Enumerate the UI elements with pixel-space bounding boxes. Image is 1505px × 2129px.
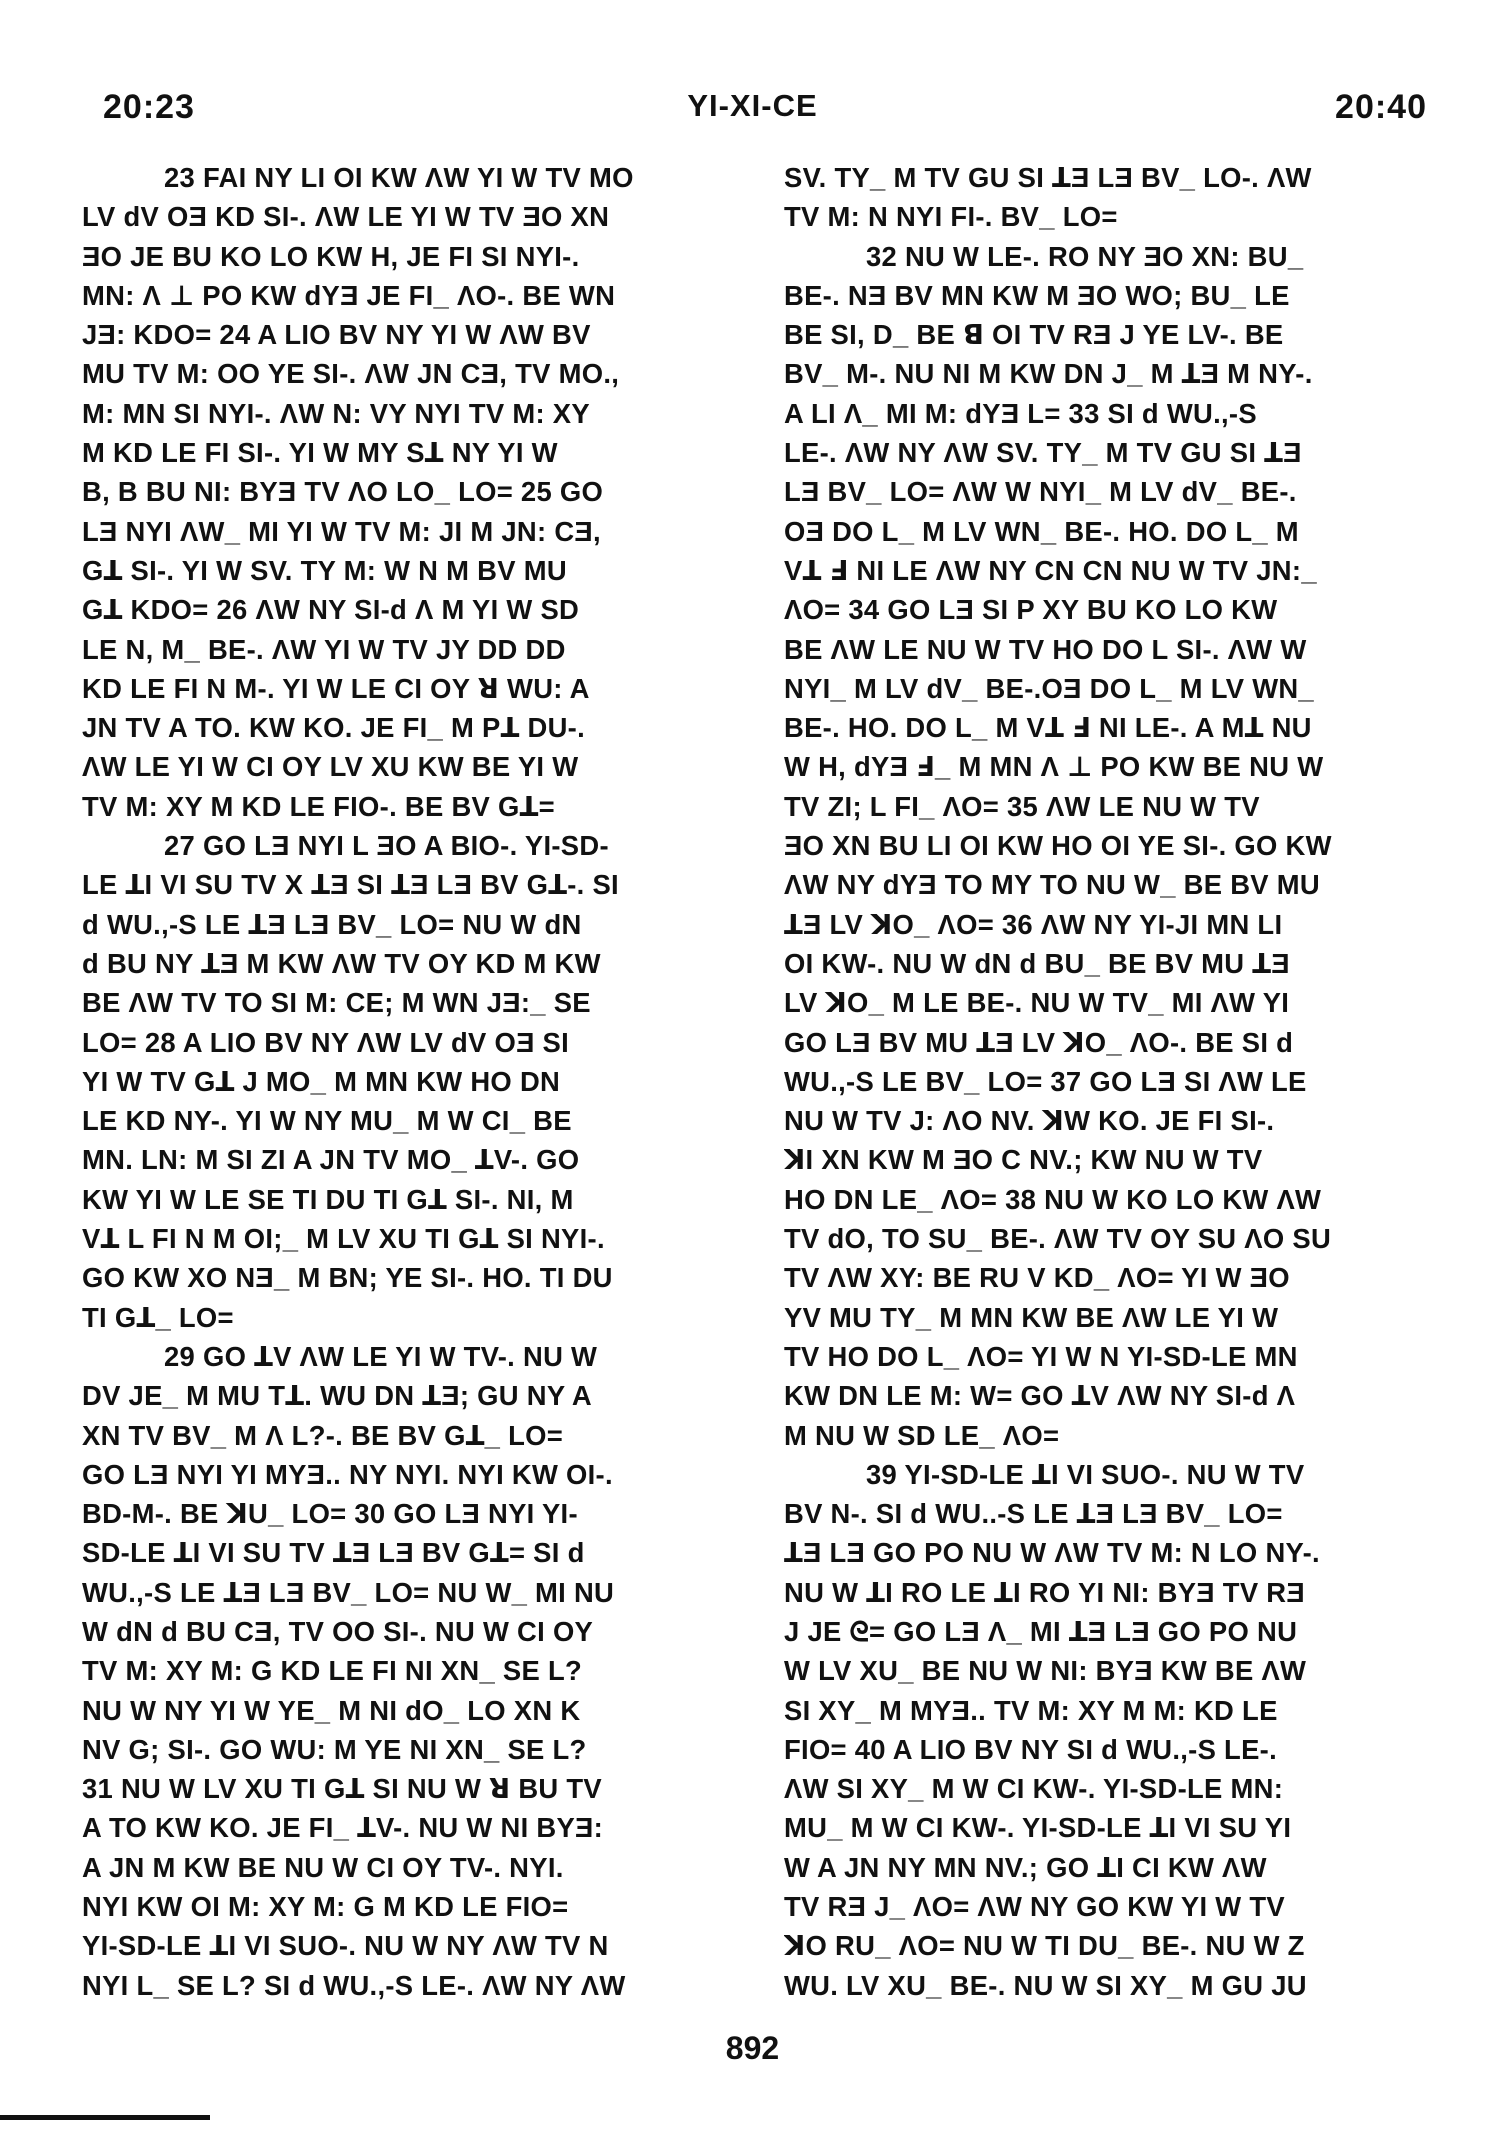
text-line: BE SI, D_ BE ꓭ OI TV RƎ J YE LV-. BE (784, 319, 1284, 351)
text-line: LE KD NY-. YI W NY MU_ M W CI_ BE (82, 1105, 572, 1137)
running-header (0, 88, 1505, 132)
text-line: FIO= 40 A LIO BV NY SI d WU.,-S LE-. (784, 1733, 1277, 1765)
text-line: BE ΛW TV TO SI M: CE; M WN JƎ:_ SE (82, 987, 591, 1019)
text-line: NV G; SI-. GO WU: M YE NI XN_ SE L? (82, 1733, 587, 1765)
text-line: TV HO DO L_ ΛO= YI W N YI-SD-LE MN (784, 1340, 1298, 1372)
text-line: MN. LN: M SI ZI A JN TV MO_ ꓕV-. GO (82, 1144, 580, 1176)
text-line: 31 NU W LV XU TI Gꓕ SI NU W ꓤ BU TV (82, 1773, 602, 1805)
text-line: BV_ M-. NU NI M KW DN J_ M ꓕƎ M NY-. (784, 358, 1313, 390)
text-line: 29 GO ꓕV ΛW LE YI W TV-. NU W (164, 1340, 598, 1372)
text-line: M: MN SI NYI-. ΛW N: VY NYI TV M: XY (82, 397, 590, 429)
text-line: W H, dYƎ Ⅎ_ M MN Λ ⊥ PO KW BE NU W (784, 751, 1324, 783)
text-line: GO KW XO NƎ_ M BN; YE SI-. HO. TI DU (82, 1262, 613, 1294)
text-line: WU. LV XU_ BE-. NU W SI XY_ M GU JU (784, 1969, 1307, 2001)
text-line: NYI KW OI M: XY M: G M KD LE FIO= (82, 1891, 569, 1923)
text-line: KW YI W LE SE TI DU TI Gꓕ SI-. NI, M (82, 1183, 574, 1215)
text-line: SI XY_ M MYƎ.. TV M: XY M M: KD LE (784, 1694, 1278, 1726)
text-line: YI W TV Gꓕ J MO_ M MN KW HO DN (82, 1065, 561, 1097)
text-line: SV. TY_ M TV GU SI ꓕƎ LƎ BV_ LO-. ΛW (784, 162, 1312, 193)
text-line: ΛW NY dYƎ TO MY TO NU W_ BE BV MU (784, 869, 1320, 901)
text-line: MU_ M W CI KW-. YI-SD-LE ꓕI VI SU YI (784, 1812, 1292, 1844)
text-line: Vꓕ L FI N M OI;_ M LV XU TI Gꓕ SI NYI-. (82, 1223, 605, 1255)
right-text-column (784, 158, 1444, 2005)
text-line: d WU.,-S LE ꓕƎ LƎ BV_ LO= NU W dN (82, 908, 582, 940)
text-line: LO= 28 A LIO BV NY ΛW LV dV OƎ SI (82, 1026, 570, 1058)
text-line: A TO KW KO. JE FI_ ꓕV-. NU W NI BYƎ: (82, 1812, 604, 1844)
text-line: YV MU TY_ M MN KW BE ΛW LE YI W (784, 1301, 1279, 1333)
text-line: TI Gꓕ_ LO= (82, 1301, 234, 1333)
text-line: ꓘI XN KW M ƎO C NV.; KW NU W TV (784, 1144, 1263, 1176)
text-line: MU TV M: OO YE SI-. ΛW JN CƎ, TV MO., (82, 358, 620, 390)
text-line: 23 FAI NY LI OI KW ΛW YI W TV MO (164, 162, 634, 193)
text-line: JN TV A TO. KW KO. JE FI_ M Pꓕ DU-. (82, 712, 585, 744)
text-line: Gꓕ KDO= 26 ΛW NY SI-d Λ M YI W SD (82, 594, 580, 626)
text-line: YI-SD-LE ꓕI VI SUO-. NU W NY ΛW TV N (82, 1930, 609, 1962)
text-line: J JE ᘓ= GO LƎ Λ_ MI ꓕƎ LƎ GO PO NU (784, 1615, 1298, 1647)
text-line: WU.,-S LE BV_ LO= 37 GO LƎ SI ΛW LE (784, 1065, 1307, 1097)
text-line: 39 YI-SD-LE ꓕI VI SUO-. NU W TV (866, 1458, 1305, 1490)
text-line: TV dO, TO SU_ BE-. ΛW TV OY SU ΛO SU (784, 1223, 1332, 1255)
text-line: ꓕƎ LV ꓘO_ ΛO= 36 ΛW NY YI-JI MN LI (784, 908, 1283, 940)
text-line: LƎ NYI ΛW_ MI YI W TV M: JI M JN: CƎ, (82, 515, 601, 547)
text-line: OI KW-. NU W dN d BU_ BE BV MU ꓕƎ (784, 947, 1290, 979)
text-line: KW DN LE M: W= GO ꓕV ΛW NY SI-d Λ (784, 1380, 1296, 1412)
text-line: OƎ DO L_ M LV WN_ BE-. HO. DO L_ M (784, 515, 1299, 547)
text-line: LE ꓕI VI SU TV X ꓕƎ SI ꓕƎ LƎ BV Gꓕ-. SI (82, 869, 619, 901)
text-line: TV ΛW XY: BE RU V KD_ ΛO= YI W ƎO (784, 1262, 1290, 1294)
text-line: HO DN LE_ ΛO= 38 NU W KO LO KW ΛW (784, 1183, 1322, 1215)
left-text-column (82, 158, 742, 2005)
text-line: TV RƎ J_ ΛO= ΛW NY GO KW YI W TV (784, 1891, 1285, 1923)
header-left-reference: 20:23 (103, 88, 195, 126)
text-line: GO LƎ NYI YI MYƎ.. NY NYI. NYI KW OI-. (82, 1458, 613, 1490)
text-line: ƎO XN BU LI OI KW HO OI YE SI-. GO KW (784, 830, 1332, 862)
text-line: WU.,-S LE ꓕƎ LƎ BV_ LO= NU W_ MI NU (82, 1576, 615, 1608)
text-line: ΛO= 34 GO LƎ SI P XY BU KO LO KW (784, 594, 1278, 626)
text-line: W dN d BU CƎ, TV OO SI-. NU W CI OY (82, 1615, 594, 1647)
text-line: ΛW SI XY_ M W CI KW-. YI-SD-LE MN: (784, 1773, 1284, 1805)
text-line: JƎ: KDO= 24 A LIO BV NY YI W ΛW BV (82, 319, 591, 351)
text-line: BD-M-. BE ꓘU_ LO= 30 GO LƎ NYI YI- (82, 1498, 578, 1530)
text-line: 27 GO LƎ NYI L ƎO A BIO-. YI-SD- (164, 830, 609, 862)
text-line: M KD LE FI SI-. YI W MY Sꓕ NY YI W (82, 437, 558, 469)
text-line: TV ZI; L FI_ ΛO= 35 ΛW LE NU W TV (784, 790, 1260, 822)
text-line: BE ΛW LE NU W TV HO DO L SI-. ΛW W (784, 633, 1307, 665)
text-line: LE N, M_ BE-. ΛW YI W TV JY DD DD (82, 633, 566, 665)
text-line: MN: Λ ⊥ PO KW dYƎ JE FI_ ΛO-. BE WN (82, 279, 616, 311)
text-line: W A JN NY MN NV.; GO ꓕI CI KW ΛW (784, 1851, 1267, 1883)
text-line: LV ꓘO_ M LE BE-. NU W TV_ MI ΛW YI (784, 987, 1290, 1019)
text-line: TV M: XY M KD LE FIO-. BE BV Gꓕ= (82, 790, 555, 822)
text-line: TV M: N NYI FI-. BV_ LO= (784, 201, 1118, 233)
text-line: ΛW LE YI W CI OY LV XU KW BE YI W (82, 751, 579, 783)
text-line: ꓘO RU_ ΛO= NU W TI DU_ BE-. NU W Z (784, 1930, 1305, 1962)
text-line: BE-. HO. DO L_ M Vꓕ Ⅎ NI LE-. A Mꓕ NU (784, 712, 1312, 744)
text-line: Gꓕ SI-. YI W SV. TY M: W N M BV MU (82, 554, 567, 586)
text-line: GO LƎ BV MU ꓕƎ LV ꓘO_ ΛO-. BE SI d (784, 1026, 1294, 1058)
text-line: TV M: XY M: G KD LE FI NI XN_ SE L? (82, 1655, 583, 1687)
header-book-title: YI-XI-CE (687, 88, 818, 123)
text-line: NYI_ M LV dV_ BE-.OƎ DO L_ M LV WN_ (784, 672, 1314, 704)
text-line: NU W NY YI W YE_ M NI dO_ LO XN K (82, 1694, 581, 1726)
text-line: ꓕƎ LƎ GO PO NU W ΛW TV M: N LO NY-. (784, 1537, 1320, 1569)
text-line: BE-. NƎ BV MN KW M ƎO WO; BU_ LE (784, 279, 1290, 311)
text-line: 32 NU W LE-. RO NY ƎO XN: BU_ (866, 240, 1304, 272)
text-line: LE-. ΛW NY ΛW SV. TY_ M TV GU SI ꓕƎ (784, 437, 1302, 469)
text-line: M NU W SD LE_ ΛO= (784, 1419, 1060, 1451)
text-line: SD-LE ꓕI VI SU TV ꓕƎ LƎ BV Gꓕ= SI d (82, 1537, 585, 1569)
text-line: LƎ BV_ LO= ΛW W NYI_ M LV dV_ BE-. (784, 476, 1297, 508)
text-line: LV dV OƎ KD SI-. ΛW LE YI W TV ƎO XN (82, 201, 610, 233)
text-line: DV JE_ M MU Tꓕ. WU DN ꓕƎ; GU NY A (82, 1380, 592, 1412)
text-line: BV N-. SI d WU..-S LE ꓕƎ LƎ BV_ LO= (784, 1498, 1283, 1530)
text-line: KD LE FI N M-. YI W LE CI OY ꓤ WU: A (82, 672, 590, 704)
text-line: NU W TV J: ΛO NV. ꓘW KO. JE FI SI-. (784, 1105, 1275, 1137)
text-line: NU W ꓕI RO LE ꓕI RO YI NI: BYƎ TV RƎ (784, 1576, 1305, 1608)
text-line: NYI L_ SE L? SI d WU.,-S LE-. ΛW NY ΛW (82, 1969, 626, 2001)
page-number: 892 (725, 2030, 780, 2066)
text-line: A JN M KW BE NU W CI OY TV-. NYI. (82, 1851, 564, 1883)
text-line: ƎO JE BU KO LO KW H, JE FI SI NYI-. (82, 240, 580, 272)
text-line: B, B BU NI: BYƎ TV ΛO LO_ LO= 25 GO (82, 476, 604, 508)
header-right-reference: 20:40 (1335, 88, 1427, 126)
text-line: W LV XU_ BE NU W NI: BYƎ KW BE ΛW (784, 1655, 1307, 1687)
bottom-rule (0, 2115, 210, 2120)
text-line: A LI Λ_ MI M: dYƎ L= 33 SI d WU.,-S (784, 397, 1257, 429)
text-line: XN TV BV_ M Λ L?-. BE BV Gꓕ_ LO= (82, 1419, 564, 1451)
text-line: d BU NY ꓕƎ M KW ΛW TV OY KD M KW (82, 947, 601, 979)
text-line: Vꓕ Ⅎ NI LE ΛW NY CN CN NU W TV JN:_ (784, 554, 1317, 586)
